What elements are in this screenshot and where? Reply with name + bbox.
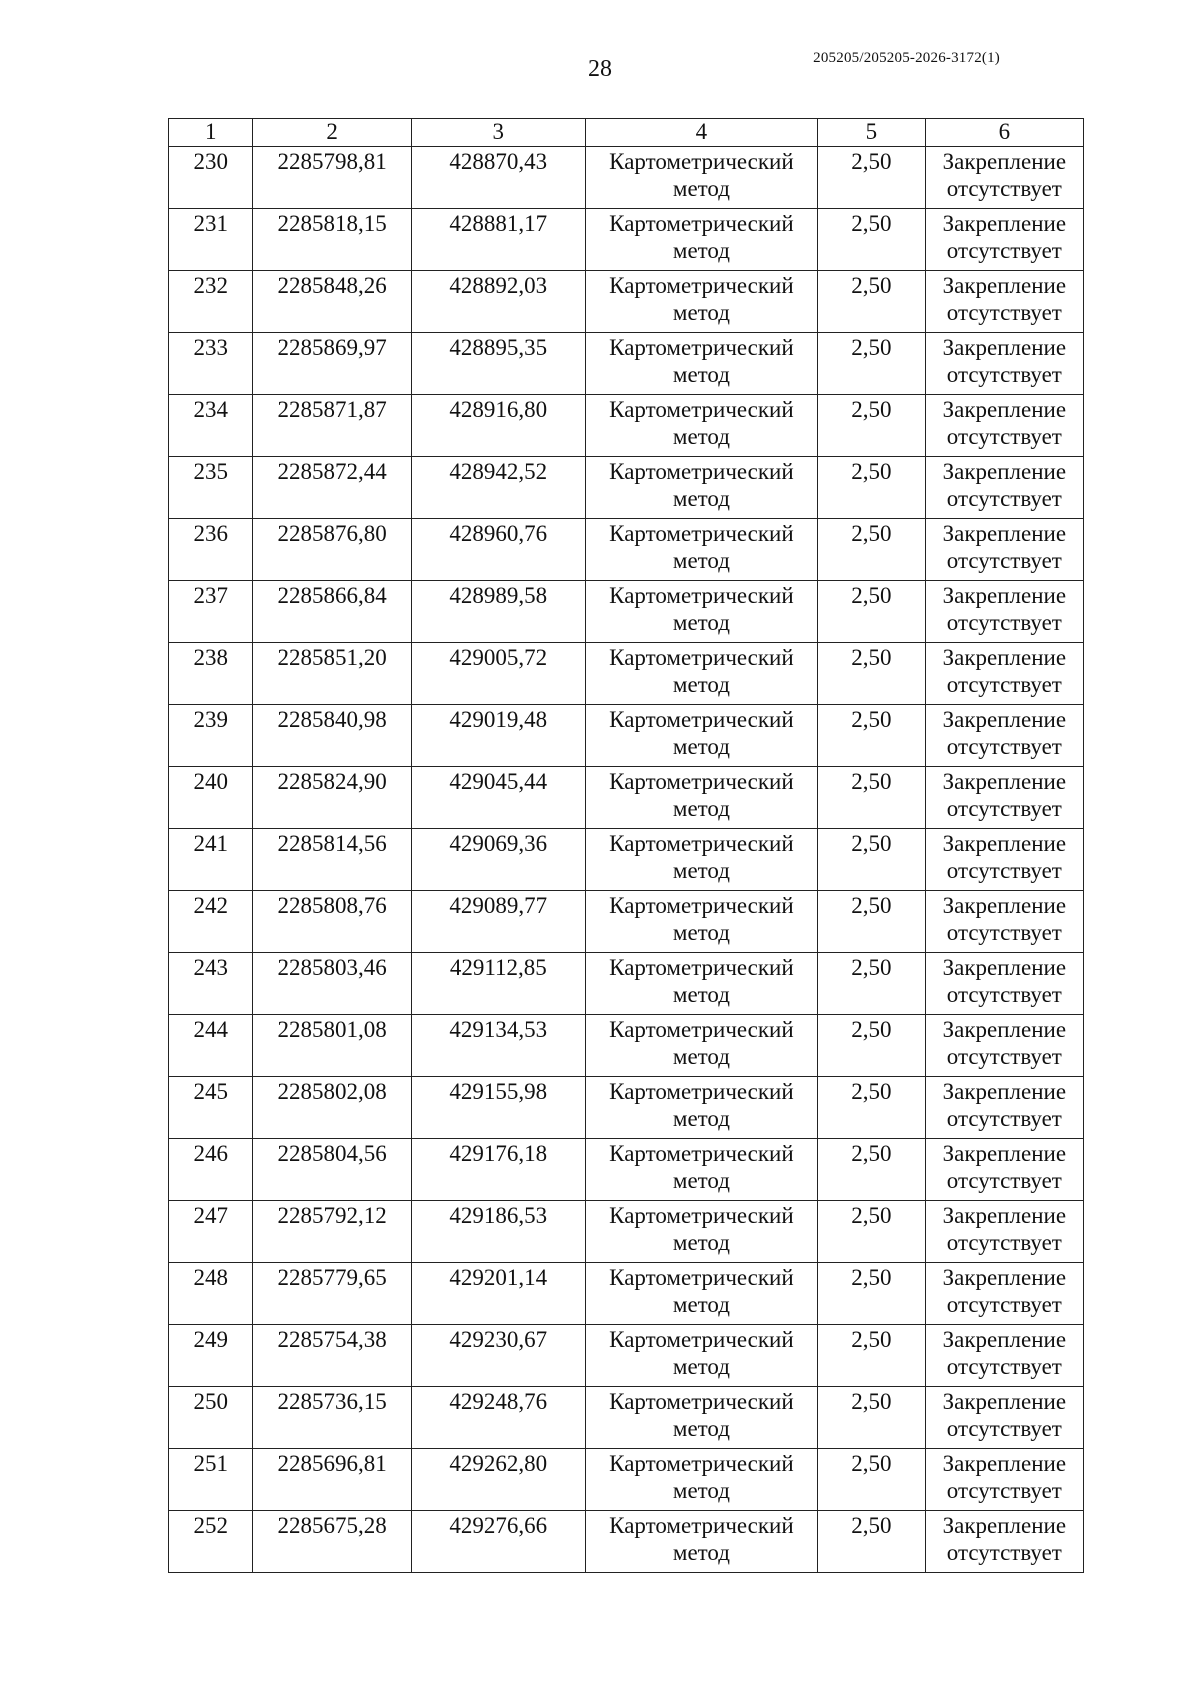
point-number-cell: 245 [169,1077,253,1139]
method-line-1: Картометрический [609,1141,794,1166]
table-row [169,1449,1084,1511]
method-cell [585,1077,817,1139]
table-row [169,953,1084,1015]
y-coordinate-cell: 428942,52 [411,457,585,519]
method-line-1: Картометрический [609,1389,794,1414]
point-number-cell: 232 [169,271,253,333]
method-line-1: Картометрический [609,1017,794,1042]
y-coordinate-cell: 429069,36 [411,829,585,891]
fixing-line-1: Закрепление [942,211,1067,236]
point-number-cell: 251 [169,1449,253,1511]
method-cell [585,395,817,457]
y-coordinate-cell: 429276,66 [411,1511,585,1573]
method-cell [585,1325,817,1387]
fixing-line-1: Закрепление [942,1141,1067,1166]
point-number-cell: 248 [169,1263,253,1325]
y-coordinate-cell: 429019,48 [411,705,585,767]
accuracy-cell: 2,50 [818,209,926,271]
method-line-2: метод [672,1416,730,1441]
fixing-line-2: отсутствует [946,1230,1062,1255]
method-line-2: метод [672,362,730,387]
method-line-2: метод [672,672,730,697]
point-number-cell: 239 [169,705,253,767]
document-id: 205205/205205-2026-3172(1) [813,50,1000,66]
point-number-cell: 242 [169,891,253,953]
table-row [169,891,1084,953]
method-line-1: Картометрический [609,769,794,794]
point-number-cell: 234 [169,395,253,457]
fixing-cell [925,1201,1083,1263]
fixing-line-1: Закрепление [942,521,1067,546]
y-coordinate-cell: 428895,35 [411,333,585,395]
table-row [169,519,1084,581]
accuracy-cell: 2,50 [818,1077,926,1139]
x-coordinate-cell: 2285840,98 [253,705,411,767]
method-cell [585,1511,817,1573]
x-coordinate-cell: 2285808,76 [253,891,411,953]
x-coordinate-cell: 2285803,46 [253,953,411,1015]
x-coordinate-cell: 2285754,38 [253,1325,411,1387]
method-line-2: метод [672,238,730,263]
y-coordinate-cell: 429155,98 [411,1077,585,1139]
fixing-line-2: отсутствует [946,1478,1062,1503]
y-coordinate-cell: 429248,76 [411,1387,585,1449]
method-line-1: Картометрический [609,211,794,236]
header-cell-5: 5 [818,119,926,147]
fixing-cell [925,1139,1083,1201]
accuracy-cell: 2,50 [818,1201,926,1263]
coordinates-table [168,118,1084,1573]
method-line-2: метод [672,982,730,1007]
fixing-line-2: отсутствует [946,1292,1062,1317]
fixing-line-2: отсутствует [946,982,1062,1007]
y-coordinate-cell: 428916,80 [411,395,585,457]
method-line-1: Картометрический [609,1451,794,1476]
point-number-cell: 236 [169,519,253,581]
method-line-2: метод [672,610,730,635]
method-line-1: Картометрический [609,1513,794,1538]
table-row [169,1015,1084,1077]
x-coordinate-cell: 2285798,81 [253,147,411,209]
y-coordinate-cell: 429176,18 [411,1139,585,1201]
method-line-1: Картометрический [609,645,794,670]
y-coordinate-cell: 429262,80 [411,1449,585,1511]
method-cell [585,767,817,829]
fixing-cell [925,705,1083,767]
method-line-2: метод [672,858,730,883]
fixing-cell [925,271,1083,333]
table-row [169,1201,1084,1263]
fixing-line-1: Закрепление [942,1451,1067,1476]
fixing-line-1: Закрепление [942,1513,1067,1538]
fixing-line-2: отсутствует [946,300,1062,325]
method-line-2: метод [672,734,730,759]
fixing-line-1: Закрепление [942,1017,1067,1042]
fixing-line-2: отсутствует [946,1044,1062,1069]
method-cell [585,953,817,1015]
table-row [169,643,1084,705]
header-cell-1: 1 [169,119,253,147]
method-cell [585,1387,817,1449]
fixing-line-2: отсутствует [946,1168,1062,1193]
method-cell [585,891,817,953]
x-coordinate-cell: 2285736,15 [253,1387,411,1449]
y-coordinate-cell: 428960,76 [411,519,585,581]
x-coordinate-cell: 2285696,81 [253,1449,411,1511]
point-number-cell: 238 [169,643,253,705]
y-coordinate-cell: 429005,72 [411,643,585,705]
fixing-line-1: Закрепление [942,1203,1067,1228]
accuracy-cell: 2,50 [818,1263,926,1325]
fixing-line-1: Закрепление [942,1265,1067,1290]
method-cell [585,829,817,891]
fixing-line-2: отсутствует [946,424,1062,449]
fixing-cell [925,1387,1083,1449]
fixing-line-2: отсутствует [946,610,1062,635]
table-body [169,147,1084,1573]
table-row [169,333,1084,395]
x-coordinate-cell: 2285871,87 [253,395,411,457]
point-number-cell: 244 [169,1015,253,1077]
fixing-cell [925,891,1083,953]
method-line-2: метод [672,1478,730,1503]
header-cell-6: 6 [925,119,1083,147]
table-row [169,1325,1084,1387]
method-line-1: Картометрический [609,459,794,484]
method-line-1: Картометрический [609,335,794,360]
table-row [169,395,1084,457]
y-coordinate-cell: 429186,53 [411,1201,585,1263]
method-line-2: метод [672,1044,730,1069]
method-line-1: Картометрический [609,955,794,980]
accuracy-cell: 2,50 [818,1139,926,1201]
y-coordinate-cell: 429201,14 [411,1263,585,1325]
table-row [169,147,1084,209]
method-line-1: Картометрический [609,1327,794,1352]
fixing-cell [925,333,1083,395]
x-coordinate-cell: 2285802,08 [253,1077,411,1139]
method-line-2: метод [672,1168,730,1193]
fixing-line-1: Закрепление [942,459,1067,484]
fixing-cell [925,1015,1083,1077]
x-coordinate-cell: 2285872,44 [253,457,411,519]
fixing-line-1: Закрепление [942,831,1067,856]
fixing-line-2: отсутствует [946,486,1062,511]
y-coordinate-cell: 429230,67 [411,1325,585,1387]
table-row [169,271,1084,333]
point-number-cell: 243 [169,953,253,1015]
x-coordinate-cell: 2285876,80 [253,519,411,581]
accuracy-cell: 2,50 [818,829,926,891]
fixing-cell [925,209,1083,271]
method-line-1: Картометрический [609,1079,794,1104]
fixing-cell [925,147,1083,209]
method-cell [585,1015,817,1077]
fixing-line-2: отсутствует [946,1354,1062,1379]
method-cell [585,333,817,395]
accuracy-cell: 2,50 [818,705,926,767]
accuracy-cell: 2,50 [818,891,926,953]
accuracy-cell: 2,50 [818,457,926,519]
method-line-2: метод [672,1292,730,1317]
method-line-1: Картометрический [609,149,794,174]
method-cell [585,457,817,519]
x-coordinate-cell: 2285804,56 [253,1139,411,1201]
x-coordinate-cell: 2285818,15 [253,209,411,271]
method-line-2: метод [672,176,730,201]
method-line-2: метод [672,1354,730,1379]
fixing-line-1: Закрепление [942,707,1067,732]
point-number-cell: 247 [169,1201,253,1263]
fixing-line-1: Закрепление [942,397,1067,422]
method-line-1: Картометрический [609,521,794,546]
x-coordinate-cell: 2285779,65 [253,1263,411,1325]
table-row [169,581,1084,643]
point-number-cell: 233 [169,333,253,395]
method-line-1: Картометрический [609,583,794,608]
x-coordinate-cell: 2285675,28 [253,1511,411,1573]
fixing-line-2: отсутствует [946,176,1062,201]
fixing-cell [925,395,1083,457]
method-line-1: Картометрический [609,397,794,422]
table-row [169,767,1084,829]
point-number-cell: 235 [169,457,253,519]
fixing-cell [925,581,1083,643]
accuracy-cell: 2,50 [818,1449,926,1511]
accuracy-cell: 2,50 [818,271,926,333]
header-cell-3: 3 [411,119,585,147]
accuracy-cell: 2,50 [818,1015,926,1077]
fixing-cell [925,1325,1083,1387]
x-coordinate-cell: 2285848,26 [253,271,411,333]
method-line-2: метод [672,486,730,511]
table-row [169,1139,1084,1201]
fixing-cell [925,953,1083,1015]
fixing-line-2: отсутствует [946,858,1062,883]
point-number-cell: 240 [169,767,253,829]
fixing-cell [925,1511,1083,1573]
fixing-cell [925,1077,1083,1139]
fixing-line-2: отсутствует [946,1106,1062,1131]
x-coordinate-cell: 2285814,56 [253,829,411,891]
fixing-cell [925,1449,1083,1511]
y-coordinate-cell: 428870,43 [411,147,585,209]
method-cell [585,581,817,643]
fixing-cell [925,519,1083,581]
method-cell [585,519,817,581]
fixing-line-2: отсутствует [946,920,1062,945]
accuracy-cell: 2,50 [818,1325,926,1387]
x-coordinate-cell: 2285866,84 [253,581,411,643]
fixing-line-1: Закрепление [942,1327,1067,1352]
y-coordinate-cell: 428989,58 [411,581,585,643]
fixing-line-1: Закрепление [942,149,1067,174]
method-line-1: Картометрический [609,707,794,732]
fixing-cell [925,767,1083,829]
y-coordinate-cell: 428892,03 [411,271,585,333]
x-coordinate-cell: 2285869,97 [253,333,411,395]
method-line-1: Картометрический [609,831,794,856]
accuracy-cell: 2,50 [818,333,926,395]
accuracy-cell: 2,50 [818,581,926,643]
y-coordinate-cell: 428881,17 [411,209,585,271]
fixing-line-1: Закрепление [942,1389,1067,1414]
fixing-cell [925,643,1083,705]
header-cell-4: 4 [585,119,817,147]
method-cell [585,1263,817,1325]
table-row [169,1511,1084,1573]
point-number-cell: 230 [169,147,253,209]
fixing-line-1: Закрепление [942,273,1067,298]
fixing-line-1: Закрепление [942,955,1067,980]
fixing-line-2: отсутствует [946,238,1062,263]
method-cell [585,1139,817,1201]
fixing-line-1: Закрепление [942,335,1067,360]
method-cell [585,643,817,705]
x-coordinate-cell: 2285824,90 [253,767,411,829]
x-coordinate-cell: 2285792,12 [253,1201,411,1263]
method-line-2: метод [672,796,730,821]
method-line-2: метод [672,1230,730,1255]
fixing-cell [925,829,1083,891]
fixing-line-2: отсутствует [946,548,1062,573]
method-line-2: метод [672,1106,730,1131]
point-number-cell: 231 [169,209,253,271]
y-coordinate-cell: 429112,85 [411,953,585,1015]
accuracy-cell: 2,50 [818,643,926,705]
fixing-line-2: отсутствует [946,1416,1062,1441]
accuracy-cell: 2,50 [818,953,926,1015]
method-cell [585,147,817,209]
fixing-line-2: отсутствует [946,362,1062,387]
table-row [169,1387,1084,1449]
method-line-2: метод [672,300,730,325]
point-number-cell: 249 [169,1325,253,1387]
method-line-2: метод [672,548,730,573]
accuracy-cell: 2,50 [818,147,926,209]
method-line-1: Картометрический [609,1203,794,1228]
method-line-2: метод [672,1540,730,1565]
table-row [169,705,1084,767]
method-cell [585,209,817,271]
accuracy-cell: 2,50 [818,1511,926,1573]
point-number-cell: 241 [169,829,253,891]
fixing-line-2: отсутствует [946,1540,1062,1565]
method-cell [585,271,817,333]
accuracy-cell: 2,50 [818,767,926,829]
accuracy-cell: 2,50 [818,1387,926,1449]
fixing-line-1: Закрепление [942,645,1067,670]
fixing-line-2: отсутствует [946,672,1062,697]
method-line-1: Картометрический [609,893,794,918]
point-number-cell: 252 [169,1511,253,1573]
table-row [169,1263,1084,1325]
table-row [169,209,1084,271]
header-cell-2: 2 [253,119,411,147]
point-number-cell: 250 [169,1387,253,1449]
method-line-2: метод [672,920,730,945]
point-number-cell: 246 [169,1139,253,1201]
y-coordinate-cell: 429089,77 [411,891,585,953]
fixing-line-1: Закрепление [942,1079,1067,1104]
table-header [169,119,1084,147]
table-row [169,1077,1084,1139]
table-row [169,829,1084,891]
point-number-cell: 237 [169,581,253,643]
method-cell [585,1449,817,1511]
x-coordinate-cell: 2285851,20 [253,643,411,705]
y-coordinate-cell: 429134,53 [411,1015,585,1077]
method-line-2: метод [672,424,730,449]
accuracy-cell: 2,50 [818,395,926,457]
fixing-line-1: Закрепление [942,893,1067,918]
method-cell [585,1201,817,1263]
accuracy-cell: 2,50 [818,519,926,581]
header-row [169,119,1084,147]
x-coordinate-cell: 2285801,08 [253,1015,411,1077]
page-number: 28 [588,56,612,82]
fixing-line-1: Закрепление [942,769,1067,794]
fixing-line-1: Закрепление [942,583,1067,608]
fixing-line-2: отсутствует [946,734,1062,759]
method-line-1: Картометрический [609,1265,794,1290]
fixing-cell [925,457,1083,519]
fixing-line-2: отсутствует [946,796,1062,821]
method-line-1: Картометрический [609,273,794,298]
method-cell [585,705,817,767]
table-row [169,457,1084,519]
y-coordinate-cell: 429045,44 [411,767,585,829]
fixing-cell [925,1263,1083,1325]
